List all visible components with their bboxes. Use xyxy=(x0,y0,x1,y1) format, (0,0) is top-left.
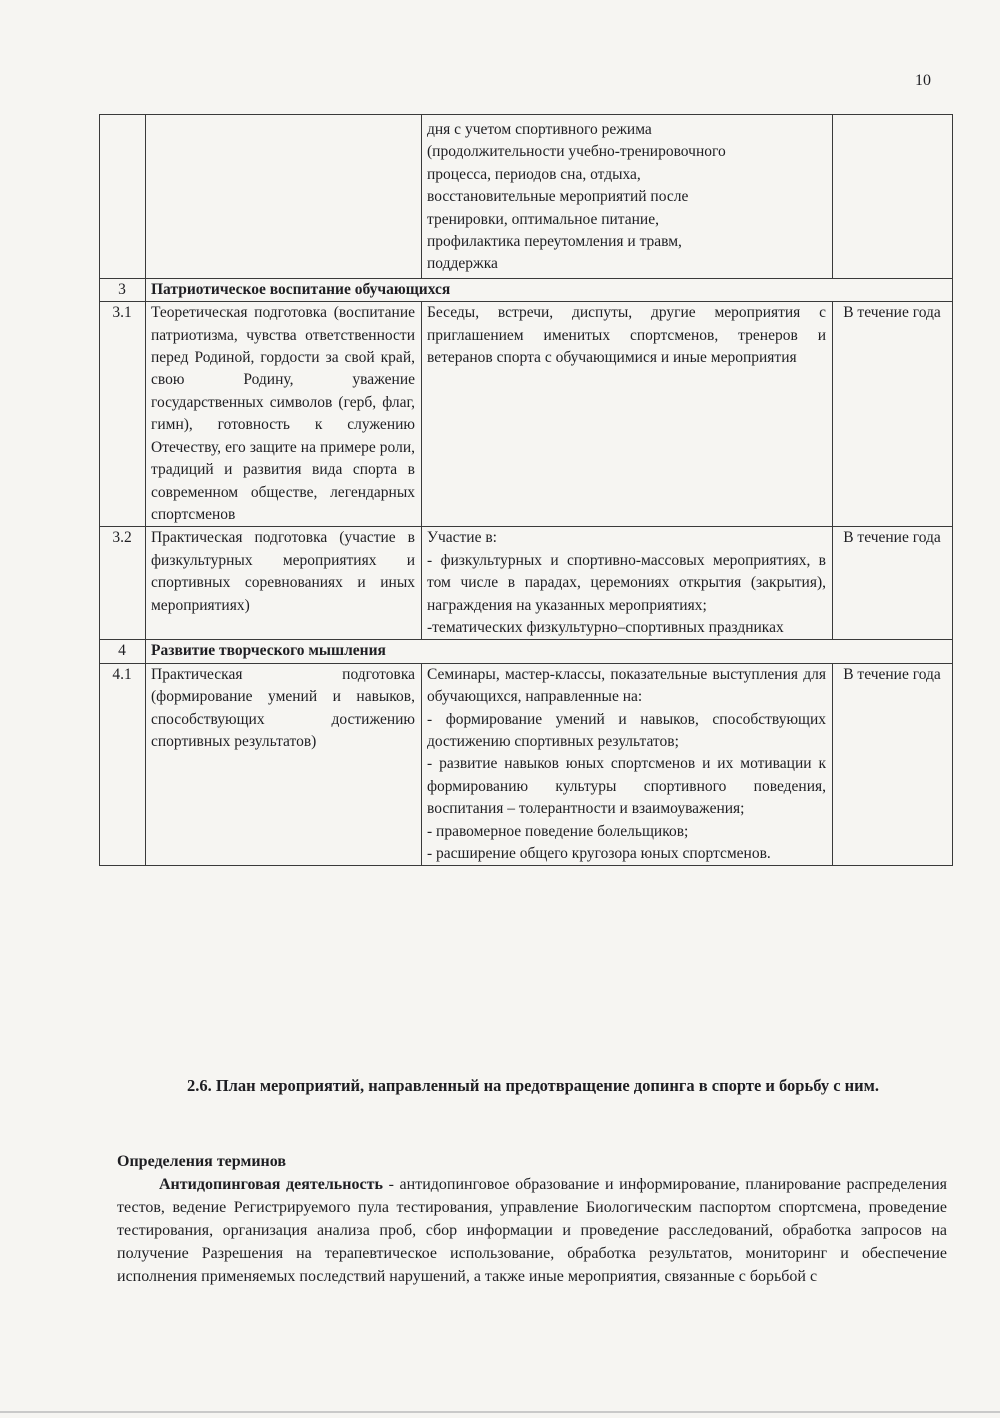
content-line: процесса, периодов сна, отдыха, xyxy=(427,165,641,183)
table-section-row xyxy=(100,278,953,301)
definitions-title: Определения терминов xyxy=(117,1153,287,1170)
activity-content: Беседы, встречи, диспуты, другие мероприятия с приглашением именитых спортсменов, тренеров и ветеранов спорта с обучающимися и иные мероприятия xyxy=(422,302,833,527)
table-row xyxy=(100,302,953,527)
content-line: поддержка xyxy=(427,255,498,273)
content-line: - правомерное поведение болельщиков; xyxy=(427,822,689,840)
activity-period: В течение года xyxy=(833,527,953,640)
type-cell xyxy=(146,115,422,279)
content-line: - физкультурных и спортивно-массовых мероприятиях, в том числе в парадах, церемониях открытия (закрытия), награждения на указанных мероприятиях; xyxy=(427,551,826,614)
content-line: (продолжительности учебно-тренировочного xyxy=(427,143,726,161)
section-heading: 2.6. План мероприятий, направленный на предотвращение допинга в спорте и борьбу с ним. xyxy=(186,1076,880,1095)
row-number: 3.1 xyxy=(100,302,146,527)
content-line: восстановительные мероприятий после xyxy=(427,188,689,206)
events-table xyxy=(99,114,953,866)
activity-type: Практическая подготовка (участие в физкультурных мероприятиях и спортивных соревнованиях и иных мероприятиях) xyxy=(146,527,422,640)
content-line: -тематических физкультурно–спортивных праздниках xyxy=(427,618,784,636)
content-line: профилактика переутомления и травм, xyxy=(427,233,682,251)
number-cell xyxy=(100,115,146,279)
table-row-continuation xyxy=(100,115,953,279)
section-title: Патриотическое воспитание обучающихся xyxy=(146,278,953,301)
activity-type: Практическая подготовка (формирование умений и навыков, способствующих достижению спортивных результатов) xyxy=(146,663,422,866)
row-number: 4.1 xyxy=(100,663,146,866)
content-line: - расширение общего кругозора юных спортсменов. xyxy=(427,845,771,862)
activity-content xyxy=(422,527,833,640)
section-title: Развитие творческого мышления xyxy=(146,640,953,663)
definition-term: Антидопинговая деятельность xyxy=(159,1176,383,1193)
content-line: Семинары, мастер-классы, показательные выступления для обучающихся, направленные на: xyxy=(427,665,826,706)
table-section-row xyxy=(100,640,953,663)
content-line: Участие в: xyxy=(427,529,497,547)
activity-period: В течение года xyxy=(833,663,953,866)
content-line: - развитие навыков юных спортсменов и их мотивации к формированию культуры спортивного поведения, воспитания – толерантности и взаимоуважения; xyxy=(427,755,826,818)
row-number: 3.2 xyxy=(100,527,146,640)
period-cell xyxy=(833,115,953,279)
section-number: 3 xyxy=(100,278,146,301)
page-number: 10 xyxy=(915,72,931,89)
content-line: дня с учетом спортивного режима xyxy=(427,121,652,138)
activity-type: Теоретическая подготовка (воспитание патриотизма, чувства ответственности перед Родиной, гордости за свой край, свою Родину, уважение государственных символов (герб, флаг, гимн), готовность к служению Отечеству, его защите на примере роли, традиций и развития вида спорта в современном обществе, легендарных спортсменов xyxy=(146,302,422,527)
section-number: 4 xyxy=(100,640,146,663)
activity-content xyxy=(422,663,833,866)
table-row xyxy=(100,663,953,866)
page-bottom-edge xyxy=(0,1411,1000,1413)
content-line: тренировки, оптимальное питание, xyxy=(427,210,659,228)
content-line: - формирование умений и навыков, способствующих достижению спортивных результатов; xyxy=(427,710,826,750)
table-row xyxy=(100,527,953,640)
definitions-section xyxy=(117,1150,947,1288)
content-cell xyxy=(422,115,833,279)
activity-period: В течение года xyxy=(833,302,953,527)
definition-text: - антидопинговое образование и информирование, планирование распределения тестов, ведение Регистрируемого пула тестирования, управление Биологическим паспортом спортсмена, проведение тестирования, организация анализа проб, сбор информации и проведение расследований, обработка запросов на получение Разрешения на терапевтическое использование, обработка результатов, мониторинг и обеспечение исполнения применяемых последствий нарушений, а также иные мероприятия, связанные с борьбой с xyxy=(117,1176,947,1285)
